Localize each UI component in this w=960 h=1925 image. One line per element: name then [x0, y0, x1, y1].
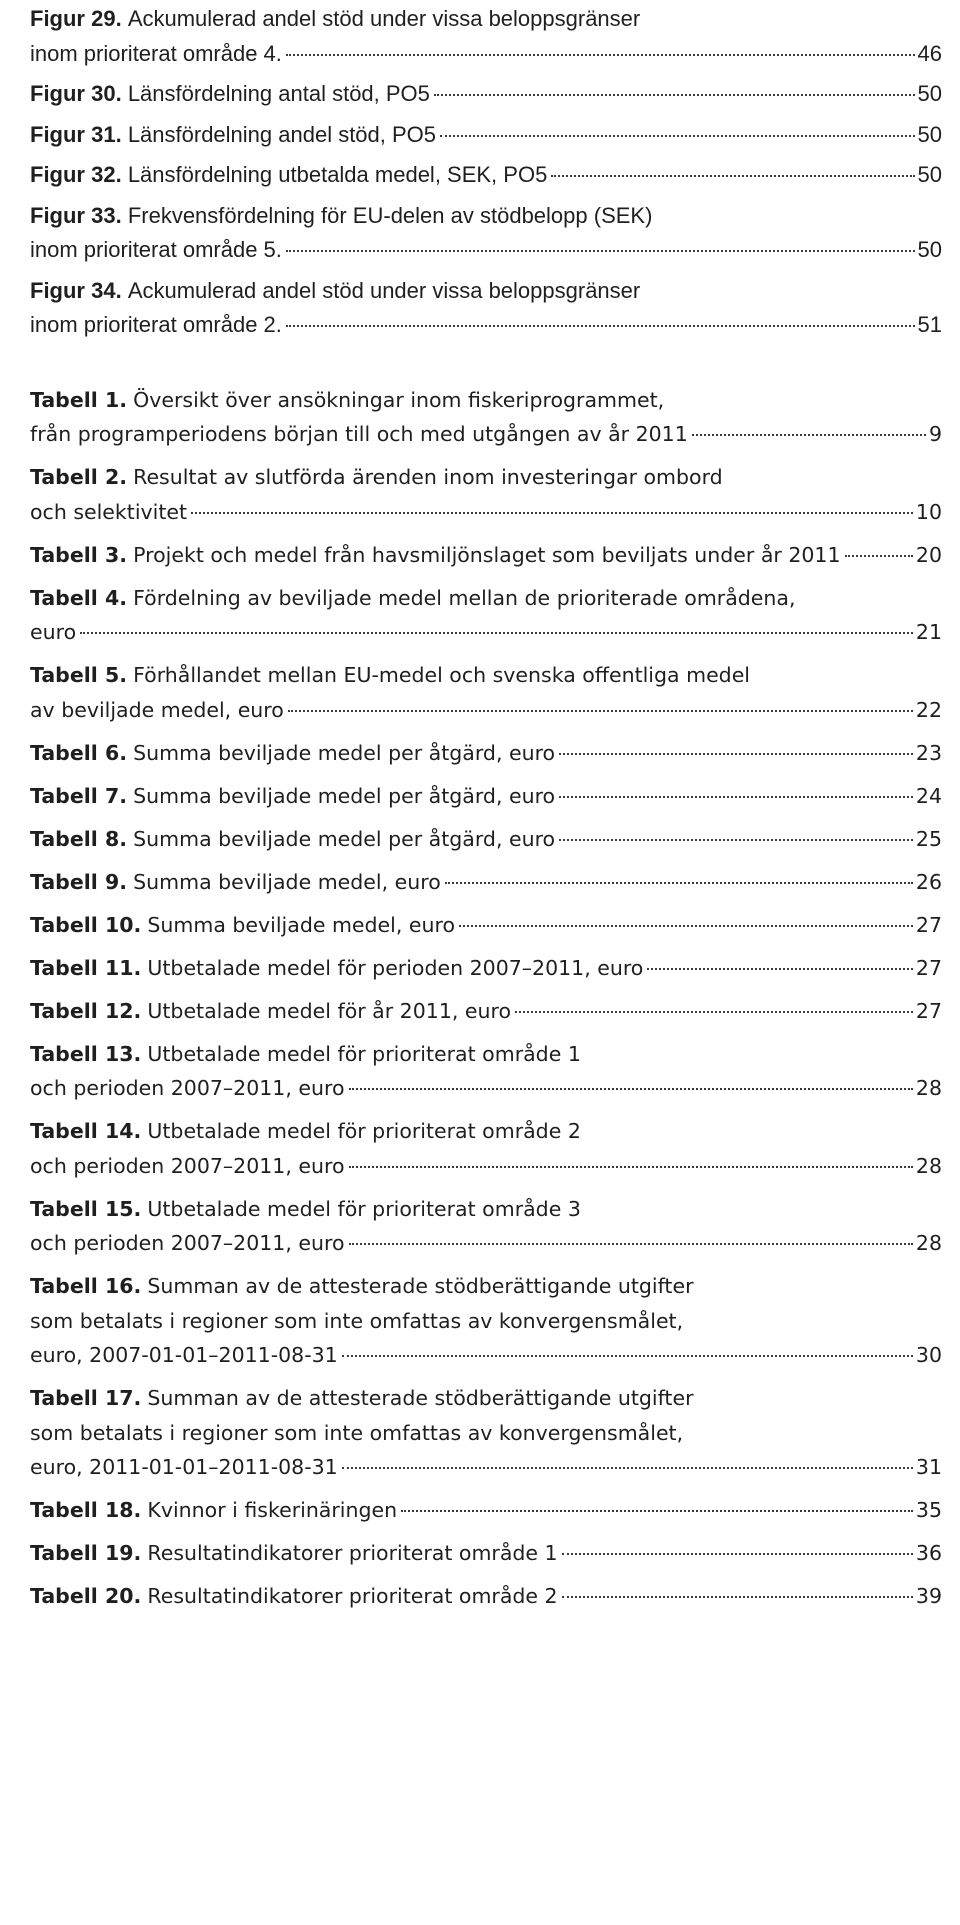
entry-line [30, 1037, 942, 1072]
entry-line [30, 118, 942, 153]
entry-title: Summa beviljade medel, euro [147, 912, 456, 937]
entry-title: Summa beviljade medel, euro [133, 869, 441, 894]
entry-line [30, 1304, 942, 1339]
entry-line [30, 581, 942, 616]
page-number: 27 [915, 955, 942, 980]
entry-title: Utbetalade medel för prioriterat område 3 [147, 1196, 581, 1221]
dot-leader [562, 1553, 913, 1555]
table-entry[interactable] [30, 658, 942, 727]
table-entry[interactable] [30, 1493, 942, 1528]
page-number: 50 [917, 162, 942, 187]
page-number: 50 [917, 121, 942, 147]
dot-leader [647, 968, 913, 970]
entry-title: Förhållandet mellan EU-medel och svenska offentliga medel [133, 663, 750, 687]
page-number: 27 [915, 912, 942, 937]
dot-leader [80, 632, 913, 634]
entry-title: som betalats i regioner som inte omfattas av konvergensmålet, [30, 1308, 684, 1333]
dot-leader [692, 434, 926, 436]
entry-line [30, 615, 942, 650]
entry-line [30, 1269, 942, 1304]
dot-leader [559, 753, 913, 755]
entry-title: Utbetalade medel för prioriterat område 2 [147, 1119, 581, 1143]
table-entry[interactable] [30, 1536, 942, 1571]
dot-leader [286, 250, 915, 252]
entry-title: euro [30, 620, 77, 644]
dot-leader [288, 710, 913, 712]
entry-line [30, 1416, 942, 1451]
entry-title: Utbetalade medel för perioden 2007–2011, euro [147, 955, 644, 980]
entry-line [30, 308, 942, 343]
dot-leader [445, 882, 913, 884]
entry-line [30, 2, 942, 37]
dot-leader [845, 555, 913, 557]
entry-title: Utbetalade medel för prioriterat område 1 [147, 1041, 581, 1066]
dot-leader [286, 325, 915, 327]
entry-line [30, 951, 942, 986]
entry-number: Tabell 8. [30, 826, 127, 851]
entry-number: Tabell 20. [30, 1584, 142, 1608]
entry-title: Summan av de attesterade stödberättigande utgifter [147, 1274, 694, 1298]
entry-line [30, 1149, 942, 1184]
page-number: 21 [915, 620, 942, 644]
entry-title: som betalats i regioner som inte omfattas av konvergensmålet, [30, 1420, 684, 1445]
entry-number: Tabell 12. [30, 998, 142, 1023]
entry-title: Länsfördelning antal stöd, PO5 [127, 81, 430, 106]
figure-entry[interactable] [30, 274, 942, 343]
table-entry[interactable] [30, 994, 942, 1029]
entry-line [30, 199, 942, 234]
table-entry[interactable] [30, 1269, 942, 1373]
entry-number: Tabell 11. [30, 955, 142, 980]
entry-line [30, 1192, 942, 1227]
table-of-contents [30, 0, 942, 1622]
page-number: 28 [915, 1153, 942, 1178]
page-number: 27 [915, 998, 942, 1023]
entry-title: Ackumulerad andel stöd under vissa beloppsgränser [127, 277, 641, 303]
table-entry[interactable] [30, 779, 942, 814]
entry-title: Ackumulerad andel stöd under vissa beloppsgränser [127, 6, 641, 31]
entry-number: Figur 32. [30, 162, 122, 187]
entry-line [30, 779, 942, 814]
entry-title: inom prioriterat område 2. [30, 312, 282, 337]
entry-title: och perioden 2007–2011, euro [30, 1076, 345, 1100]
entry-line [30, 1071, 942, 1106]
entry-line [30, 383, 942, 418]
entry-line [30, 77, 942, 112]
entry-number: Tabell 10. [30, 912, 142, 937]
entry-title: Resultatindikatorer prioriterat område 1 [147, 1541, 558, 1565]
entry-line [30, 158, 942, 193]
entry-number: Tabell 16. [30, 1274, 142, 1298]
page-number: 50 [917, 237, 942, 262]
page-number: 28 [915, 1231, 942, 1255]
figure-entry[interactable] [30, 118, 942, 153]
figure-entry[interactable] [30, 199, 942, 268]
entry-title: Summa beviljade medel per åtgärd, euro [133, 826, 556, 851]
page-number: 50 [917, 81, 942, 106]
entry-title: Summan av de attesterade stödberättigande utgifter [147, 1386, 694, 1410]
entry-number: Figur 30. [30, 81, 122, 106]
entry-line [30, 658, 942, 693]
entry-title: Fördelning av beviljade medel mellan de prioriterade områdena, [133, 585, 796, 610]
figure-entry[interactable] [30, 77, 942, 112]
entry-title: Resultat av slutförda ärenden inom investeringar ombord [133, 465, 723, 489]
table-entry[interactable] [30, 908, 942, 943]
table-entry[interactable] [30, 951, 942, 986]
entry-title: Frekvensfördelning för EU-delen av stödbelopp (SEK) [127, 202, 653, 228]
entry-number: Tabell 13. [30, 1041, 142, 1066]
entry-title: Resultatindikatorer prioriterat område 2 [147, 1584, 558, 1608]
dot-leader [349, 1243, 913, 1245]
entry-number: Tabell 3. [30, 542, 127, 567]
entry-number: Figur 34. [30, 277, 122, 303]
page-number: 39 [915, 1584, 942, 1608]
entry-title: Länsfördelning utbetalda medel, SEK, PO5 [127, 162, 548, 187]
entry-number: Tabell 14. [30, 1119, 142, 1143]
dot-leader [349, 1088, 913, 1090]
table-entry[interactable] [30, 460, 942, 529]
entry-title: euro, 2007-01-01–2011-08-31 [30, 1343, 338, 1367]
entry-line [30, 274, 942, 309]
page-number: 28 [915, 1076, 942, 1100]
entry-title: Utbetalade medel för år 2011, euro [147, 998, 512, 1023]
entry-line [30, 822, 942, 857]
entry-line [30, 1381, 942, 1416]
page-number: 26 [915, 869, 942, 894]
figure-entry[interactable] [30, 2, 942, 71]
entry-title: och perioden 2007–2011, euro [30, 1231, 345, 1255]
dot-leader [459, 925, 913, 927]
entry-title: inom prioriterat område 4. [30, 40, 282, 66]
entry-line [30, 1536, 942, 1571]
entry-line [30, 1493, 942, 1528]
page-number: 30 [915, 1343, 942, 1367]
entry-title: Kvinnor i fiskerinäringen [147, 1498, 398, 1522]
entry-title: och selektivitet [30, 499, 188, 524]
table-entry[interactable] [30, 1192, 942, 1261]
table-entry[interactable] [30, 865, 942, 900]
entry-number: Tabell 9. [30, 869, 127, 894]
entry-line [30, 417, 942, 452]
entry-title: och perioden 2007–2011, euro [30, 1153, 345, 1178]
dot-leader [401, 1510, 913, 1512]
dot-leader [551, 175, 914, 177]
entry-line [30, 736, 942, 771]
entry-title: Länsfördelning andel stöd, PO5 [127, 121, 437, 147]
dot-leader [286, 54, 915, 56]
entry-line [30, 538, 942, 573]
entry-line [30, 1114, 942, 1149]
page-number: 25 [915, 826, 942, 851]
entry-line [30, 233, 942, 268]
entry-number: Tabell 19. [30, 1541, 142, 1565]
entry-number: Tabell 7. [30, 783, 127, 808]
table-entry[interactable] [30, 1114, 942, 1183]
page-number: 24 [915, 783, 942, 808]
entry-line [30, 994, 942, 1029]
dot-leader [349, 1166, 913, 1168]
dot-leader [562, 1596, 913, 1598]
dot-leader [440, 135, 914, 137]
table-entry[interactable] [30, 538, 942, 573]
entry-number: Tabell 17. [30, 1386, 142, 1410]
entry-line [30, 37, 942, 72]
table-entry[interactable] [30, 736, 942, 771]
table-entry[interactable] [30, 822, 942, 857]
entry-line [30, 1338, 942, 1373]
page-number: 35 [915, 1498, 942, 1522]
entry-line [30, 865, 942, 900]
entry-line [30, 693, 942, 728]
entry-title: Summa beviljade medel per åtgärd, euro [133, 740, 556, 765]
dot-leader [559, 796, 913, 798]
entry-number: Figur 31. [30, 121, 122, 147]
table-entry[interactable] [30, 581, 942, 650]
page-number: 22 [915, 697, 942, 722]
entry-number: Tabell 2. [30, 465, 127, 489]
table-entry[interactable] [30, 383, 942, 452]
entry-line [30, 460, 942, 495]
figure-entry[interactable] [30, 158, 942, 193]
entry-number: Tabell 15. [30, 1196, 142, 1221]
entry-title: inom prioriterat område 5. [30, 237, 282, 262]
table-list [30, 383, 942, 1614]
entry-title: Summa beviljade medel per åtgärd, euro [133, 783, 556, 808]
dot-leader [559, 839, 913, 841]
figure-list [30, 0, 942, 343]
entry-line [30, 1450, 942, 1485]
dot-leader [515, 1011, 913, 1013]
page-number: 31 [915, 1455, 942, 1479]
page-number: 51 [917, 312, 942, 337]
entry-number: Figur 29. [30, 6, 122, 31]
entry-number: Tabell 4. [30, 585, 127, 610]
entry-title: Projekt och medel från havsmiljönslaget som beviljats under år 2011 [133, 542, 841, 567]
page-number: 46 [917, 40, 942, 66]
entry-title: euro, 2011-01-01–2011-08-31 [30, 1455, 338, 1479]
dot-leader [434, 94, 915, 96]
table-entry[interactable] [30, 1381, 942, 1485]
table-entry[interactable] [30, 1579, 942, 1614]
entry-title: Översikt över ansökningar inom fiskeriprogrammet, [133, 387, 665, 412]
dot-leader [342, 1355, 913, 1357]
entry-line [30, 495, 942, 530]
page-number: 23 [915, 740, 942, 765]
entry-number: Tabell 5. [30, 663, 127, 687]
entry-number: Tabell 18. [30, 1498, 142, 1522]
entry-line [30, 908, 942, 943]
entry-number: Figur 33. [30, 202, 122, 228]
entry-number: Tabell 6. [30, 740, 127, 765]
entry-title: från programperiodens början till och med utgången av år 2011 [30, 422, 688, 446]
dot-leader [342, 1467, 913, 1469]
page-number: 36 [915, 1541, 942, 1565]
entry-line [30, 1579, 942, 1614]
page-number: 10 [915, 499, 942, 524]
table-entry[interactable] [30, 1037, 942, 1106]
entry-title: av beviljade medel, euro [30, 697, 284, 722]
entry-line [30, 1226, 942, 1261]
dot-leader [191, 512, 913, 514]
page-number: 20 [915, 542, 942, 567]
entry-number: Tabell 1. [30, 387, 127, 412]
page-number: 9 [928, 422, 942, 446]
